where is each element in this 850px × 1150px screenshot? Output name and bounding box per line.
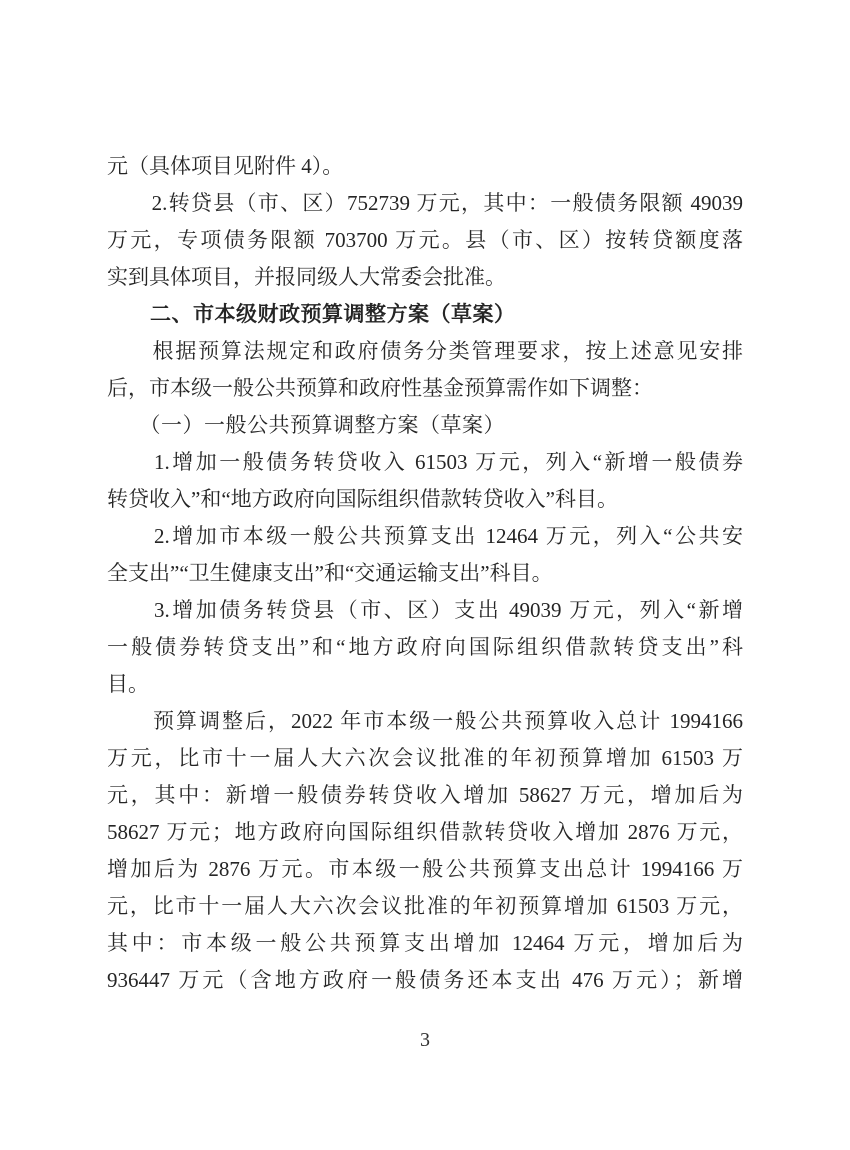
document-content — [107, 148, 743, 999]
document-line: （一）一般公共预算调整方案（草案） — [107, 413, 505, 437]
document-line: 58627 万元；地方政府向国际组织借款转贷收入增加 2876 万元， — [107, 820, 743, 844]
document-line: 万元，专项债务限额 703700 万元。县（市、区）按转贷额度落 — [107, 228, 743, 252]
document-line: 万元，比市十一届人大六次会议批准的年初预算增加 61503 万 — [107, 746, 743, 770]
document-line: 二、市本级财政预算调整方案（草案） — [107, 303, 516, 326]
page-number: 3 — [420, 1029, 430, 1051]
document-line: 预算调整后，2022 年市本级一般公共预算收入总计 1994166 — [107, 709, 743, 733]
document-line: 3.增加债务转贷县（市、区）支出 49039 万元，列入“新增 — [107, 598, 743, 622]
document-line: 元，比市十一届人大六次会议批准的年初预算增加 61503 万元， — [107, 894, 743, 918]
document-line: 实到具体项目，并报同级人大常委会批准。 — [107, 265, 506, 289]
document-line: 后，市本级一般公共预算和政府性基金预算需作如下调整： — [107, 376, 653, 400]
document-line: 元，其中：新增一般债券转贷收入增加 58627 万元，增加后为 — [107, 783, 743, 807]
document-line: 目。 — [107, 672, 149, 696]
document-line: 一般债券转贷支出”和“地方政府向国际组织借款转贷支出”科 — [107, 635, 743, 659]
document-line: 其中：市本级一般公共预算支出增加 12464 万元，增加后为 — [107, 931, 743, 955]
document-line: 增加后为 2876 万元。市本级一般公共预算支出总计 1994166 万 — [107, 857, 743, 881]
document-line: 936447 万元（含地方政府一般债务还本支出 476 万元）；新增 — [107, 968, 743, 992]
document-line: 全支出”“卫生健康支出”和“交通运输支出”科目。 — [107, 561, 553, 585]
document-line: 根据预算法规定和政府债务分类管理要求，按上述意见安排 — [107, 339, 743, 363]
document-line: 2.增加市本级一般公共预算支出 12464 万元，列入“公共安 — [107, 524, 743, 548]
document-line: 2.转贷县（市、区）752739 万元，其中：一般债务限额 49039 — [107, 191, 743, 215]
document-line: 元（具体项目见附件 4）。 — [107, 154, 344, 178]
document-line: 1.增加一般债务转贷收入 61503 万元，列入“新增一般债券 — [107, 450, 743, 474]
document-line: 转贷收入”和“地方政府向国际组织借款转贷收入”科目。 — [107, 487, 618, 511]
